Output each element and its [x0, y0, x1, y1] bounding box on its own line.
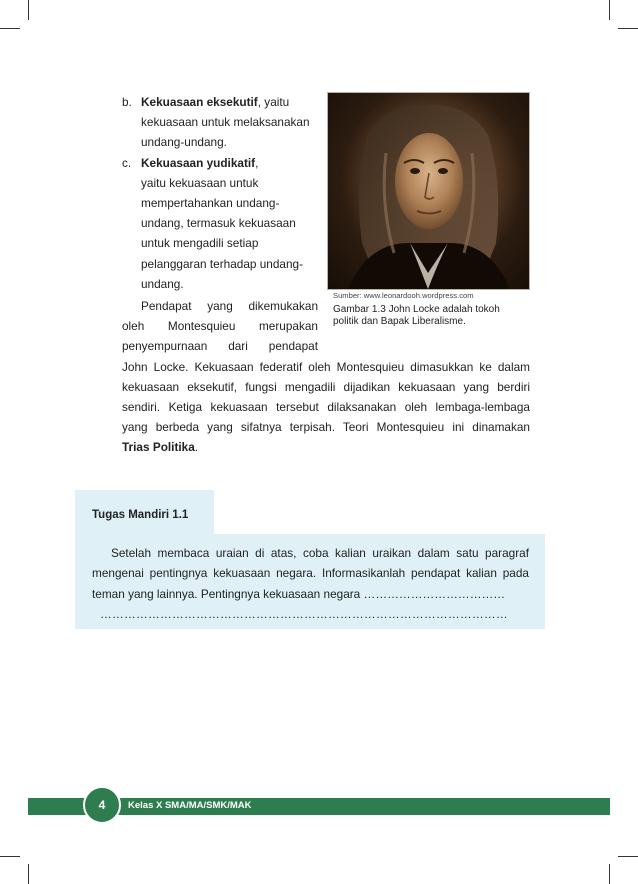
paragraph-line: Pendapat yang dikemukakan — [141, 299, 318, 314]
crop-mark — [28, 0, 29, 20]
list-marker: c. — [122, 155, 132, 170]
paragraph-line: oleh Montesquieu merupakan — [122, 319, 318, 334]
term-trias-politika: Trias Politika — [122, 440, 195, 455]
text-line: undang. — [141, 276, 184, 291]
crop-mark — [609, 864, 610, 884]
crop-mark — [609, 0, 610, 20]
text-line: , — [255, 155, 259, 170]
paragraph-line — [122, 437, 530, 457]
crop-mark — [618, 856, 638, 857]
portrait-illustration — [328, 93, 529, 289]
crop-mark — [618, 28, 638, 29]
crop-mark — [0, 856, 20, 857]
book-title: Kelas X SMA/MA/SMK/MAK — [128, 800, 252, 811]
text-line: undang-undang. — [141, 135, 227, 150]
text-line: untuk mengadili setiap — [141, 236, 259, 251]
paragraph-line: kekuasaan eksekutif, fungsi mengadili dijadikan kekuasaan yang berdiri — [122, 379, 530, 394]
task-line: teman yang lainnya. Pentingnya kekuasaan negara ……………………………… — [92, 586, 506, 601]
john-locke-portrait — [327, 92, 530, 290]
image-source: Sumber: www.leonardooh.wordpress.com — [333, 291, 474, 300]
task-answer-line: ………………………………………………………………………………………… — [100, 607, 508, 622]
paragraph-line: penyempurnaan dari pendapat — [122, 339, 318, 354]
list-item-b — [122, 92, 318, 153]
text-line: , yaitu — [257, 95, 290, 109]
text-line: mempertahankan undang- — [141, 196, 280, 211]
figure-caption: Gambar 1.3 John Locke adalah tokoh politik dan Bapak Liberalisme. — [333, 304, 500, 327]
list-marker: b. — [122, 95, 132, 109]
text-line: pelanggaran terhadap undang- — [141, 256, 304, 271]
text-line: yaitu kekuasaan untuk — [141, 175, 259, 190]
list-item-c — [122, 153, 318, 294]
task-line: mengenai pentingnya kekuasaan negara. Informasikanlah pendapat kalian pada — [92, 566, 529, 581]
paragraph-line: sendiri. Ketiga kekuasaan tersebut dilaksanakan oleh lembaga-lembaga — [122, 400, 530, 415]
text-line: kekuasaan untuk melaksanakan — [141, 115, 310, 130]
term-eksekutif: Kekuasaan eksekutif — [141, 95, 258, 109]
term-yudikatif: Kekuasaan yudikatif — [141, 155, 256, 170]
paragraph-line: John Locke. Kekuasaan federatif oleh Montesquieu dimasukkan ke dalam — [122, 359, 530, 374]
task-title: Tugas Mandiri 1.1 — [75, 490, 214, 534]
page-number: 4 — [83, 786, 121, 824]
paragraph-line: yang berbeda yang sifatnya terpisah. Teori Montesquieu ini dinamakan — [122, 420, 530, 435]
text-period: . — [194, 440, 199, 455]
text-line: undang, termasuk kekuasaan — [141, 216, 296, 231]
task-box — [75, 534, 545, 629]
task-line: Setelah membaca uraian di atas, coba kalian uraikan dalam satu paragraf — [111, 546, 529, 560]
crop-mark — [0, 28, 20, 29]
crop-mark — [28, 864, 29, 884]
